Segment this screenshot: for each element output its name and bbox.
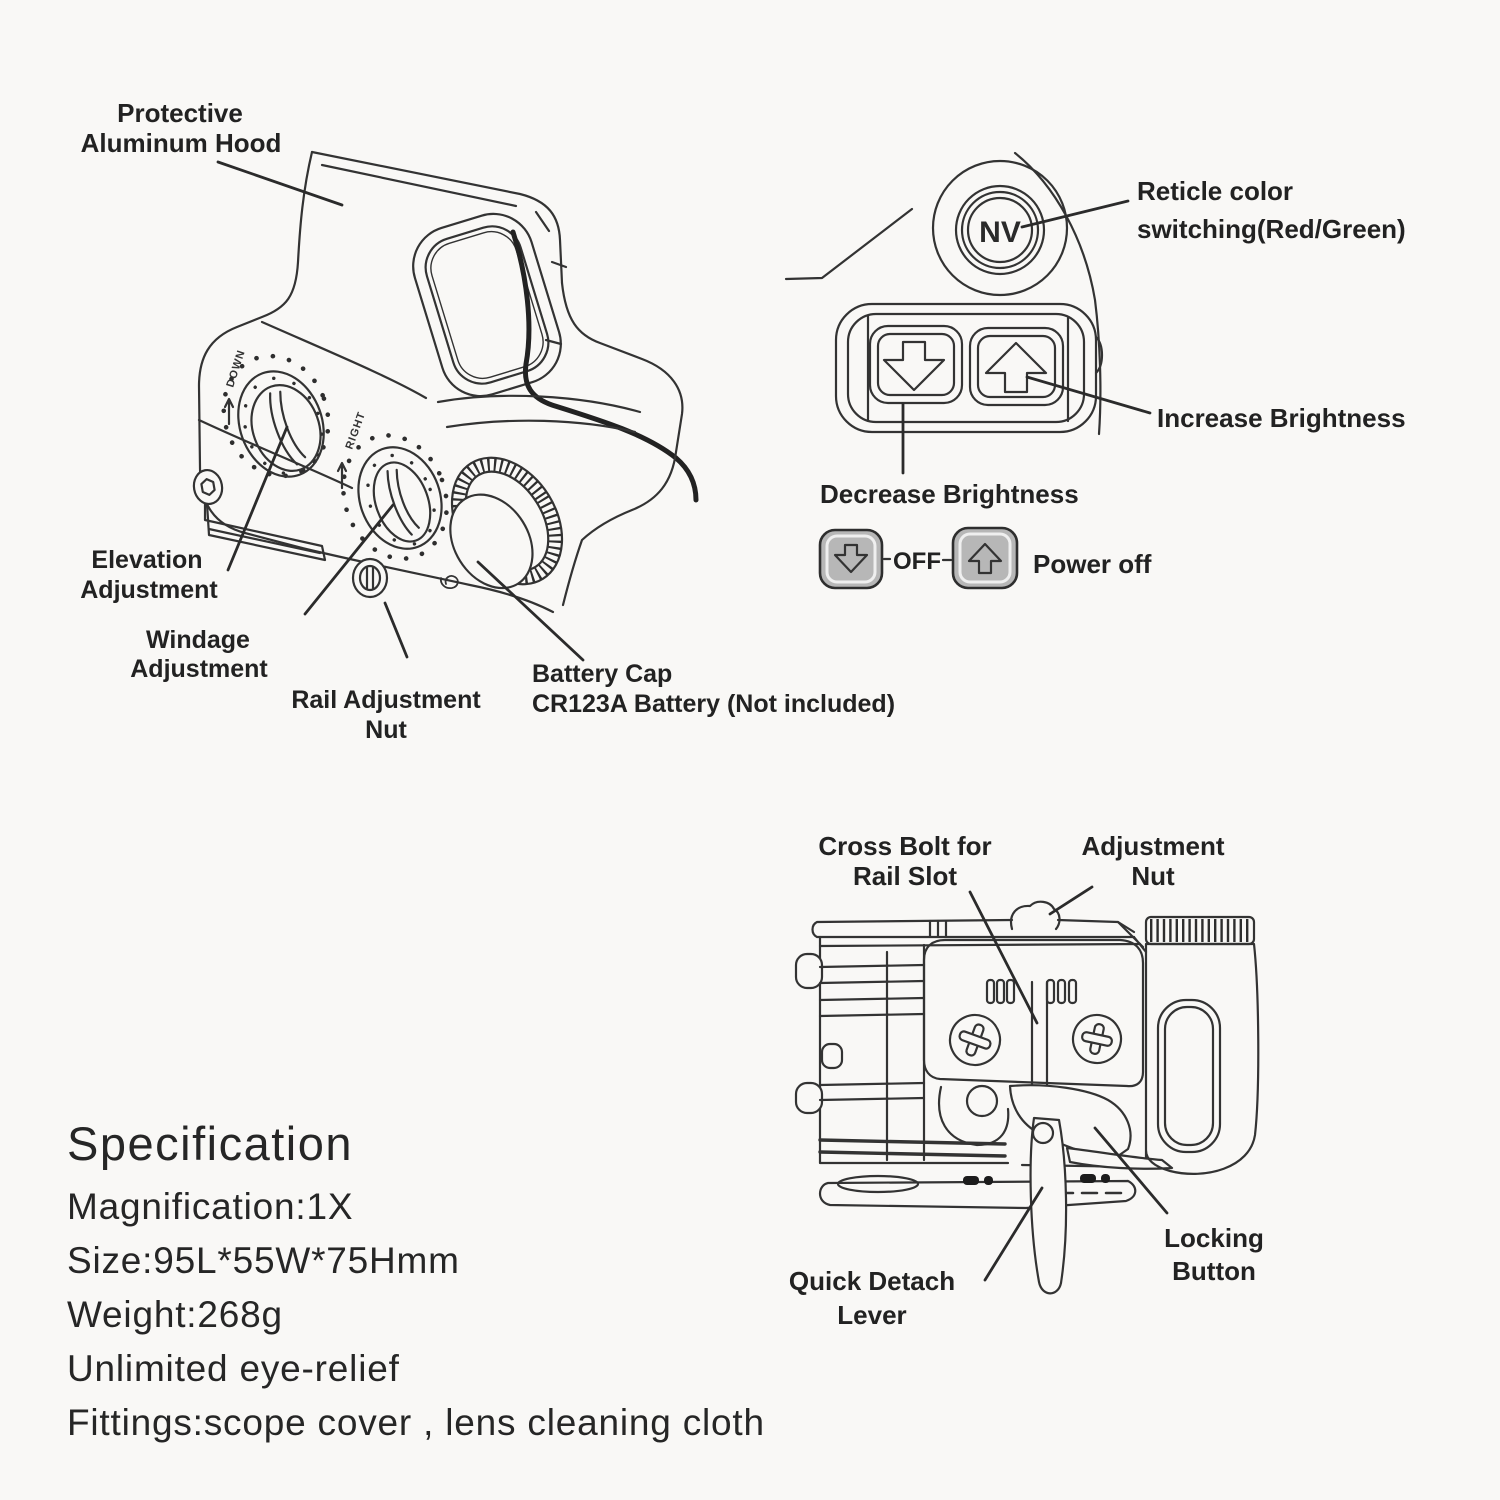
decrease-brightness-button: [870, 326, 962, 403]
windage-dial-marking: RIGHT: [343, 410, 369, 452]
qd-label-line1: Quick Detach: [788, 1266, 956, 1296]
rail-bolt-mark: [963, 1176, 979, 1185]
sight-window: [403, 204, 571, 406]
spec-item-magnification: Magnification:1X: [67, 1185, 354, 1227]
leader-elevation: [228, 427, 287, 570]
windage-dial-slot: [383, 468, 420, 537]
window-frame-mid: [418, 219, 556, 391]
leader-rail-nut: [385, 603, 407, 657]
elevation-label-line2: Adjustment: [80, 576, 218, 604]
left-tab-upper: [796, 954, 822, 988]
top-plate-notches: [930, 921, 946, 936]
increase-label: Increase Brightness: [1157, 403, 1406, 433]
down-arrow-icon: [884, 342, 944, 390]
knurled-nut-outline: [1146, 917, 1254, 944]
adjustment-nut-label-line1: Adjustment: [1081, 831, 1225, 861]
leader-hood: [218, 162, 342, 205]
mount-side-view: [789, 831, 1264, 1330]
vent-slot: [1058, 980, 1065, 1003]
vent-slot: [1007, 980, 1014, 1003]
battery-label-line1: Battery Cap: [532, 660, 673, 688]
power-off-legend: [820, 528, 1152, 588]
elevation-up-tick: [225, 399, 233, 424]
qd-lever-stem: [1031, 1118, 1067, 1293]
vent-slot: [1069, 980, 1076, 1003]
left-tab-lower: [796, 1083, 822, 1113]
cross-bolt-label-line2: Rail Slot: [852, 861, 958, 891]
housing-edge-left: [786, 209, 912, 279]
vent-slot: [997, 980, 1004, 1003]
reticle-label-line1: Reticle color: [1137, 176, 1294, 206]
rail-slot-oval: [838, 1176, 918, 1192]
hood-top-face-line: [322, 165, 516, 206]
controls-drawing: [786, 153, 1406, 588]
spec-item-size: Size:95L*55W*75Hmm: [67, 1239, 460, 1281]
nv-button-label: NV: [979, 216, 1021, 249]
spec-item-weight: Weight:268g: [67, 1293, 283, 1335]
nv-button: [933, 161, 1067, 295]
pivot-boss: [967, 1086, 997, 1116]
rail-bolt-mark: [984, 1176, 993, 1185]
hex-screw: [191, 468, 224, 506]
panel-inner: [848, 314, 1084, 422]
window-frame-outer: [403, 204, 571, 406]
legend-increase-button: [953, 528, 1017, 588]
leader-adjustment-nut: [1050, 887, 1092, 914]
elevation-dial-dot-ring: [207, 341, 345, 491]
rail-adjustment-nut-drawing: [353, 559, 387, 597]
leader-battery: [478, 562, 583, 660]
adjustment-nut-label-line2: Nut: [1131, 861, 1175, 891]
cross-bolt-label-line1: Cross Bolt for: [818, 831, 992, 861]
battery-label-line2: CR123A Battery (Not included): [532, 690, 896, 718]
rail-nut-label-line2: Nut: [365, 716, 407, 744]
slat-lines: [820, 965, 924, 1100]
lever-pivot-hole: [1033, 1123, 1053, 1143]
reticle-label-line2: switching(Red/Green): [1137, 214, 1406, 244]
rail-interface-bands: [820, 1140, 1005, 1156]
decrease-label: Decrease Brightness: [820, 479, 1079, 509]
rail: [820, 1174, 1135, 1208]
panel-outer: [836, 304, 1096, 432]
windage-label-line2: Adjustment: [130, 655, 268, 683]
hood-label-line1: Protective: [117, 98, 243, 128]
window-frame-inner: [424, 225, 549, 385]
windage-dial-rim: [345, 435, 456, 560]
elevation-label-line1: Elevation: [91, 546, 203, 574]
adjustment-nut-drawing: [1011, 902, 1059, 929]
windage-label-line1: Windage: [146, 626, 250, 654]
mount-panel: [924, 940, 1143, 1086]
rail-bolt-mark: [1080, 1174, 1096, 1183]
cross-bolt-band: [1032, 982, 1047, 1087]
hood-label-line2: Aluminum Hood: [80, 128, 282, 158]
elevation-dial-marking: DOWN: [224, 348, 248, 389]
off-label: OFF: [893, 548, 941, 575]
windage-dial: [326, 410, 463, 573]
body-right-bulge: [562, 283, 682, 605]
brightness-panel: [836, 304, 1096, 432]
spec-item-fittings: Fittings:scope cover , lens cleaning cloth: [67, 1401, 765, 1443]
holographic-sight-drawing: [80, 98, 895, 744]
rail-outline: [820, 1181, 1135, 1208]
battery-cap-face: [434, 479, 550, 603]
locking-label-line2: Button: [1172, 1256, 1256, 1286]
leader-increase: [1027, 377, 1150, 413]
up-arrow-icon: [986, 343, 1046, 392]
elevation-dial: [207, 341, 345, 491]
tube-slot-outer: [1158, 1000, 1220, 1152]
legend-decrease-button: [820, 530, 882, 588]
specification-items: [67, 1180, 765, 1450]
locking-label-line1: Locking: [1164, 1223, 1264, 1253]
leader-reticle: [1022, 201, 1128, 227]
spec-item-eye-relief: Unlimited eye-relief: [67, 1347, 400, 1389]
rail-bolt-mark: [1101, 1174, 1110, 1183]
specification-title: Specification: [67, 1117, 353, 1170]
top-plate: [813, 920, 1135, 937]
rail-nut-label-line1: Rail Adjustment: [291, 686, 481, 714]
specification-block: [67, 1118, 765, 1450]
phillips-screw: [1069, 1011, 1126, 1068]
left-block-notch: [822, 1044, 842, 1068]
vent-slot: [987, 980, 994, 1003]
qd-label-line2: Lever: [837, 1300, 907, 1330]
increase-brightness-button: [970, 328, 1063, 405]
power-off-label: Power off: [1033, 549, 1152, 579]
battery-tube: [1118, 917, 1258, 1174]
top-plate-lower-line: [820, 944, 1140, 946]
tube-slot-inner: [1165, 1007, 1213, 1145]
slat-block-edges: [887, 945, 924, 1160]
phillips-screw: [943, 1008, 1007, 1072]
